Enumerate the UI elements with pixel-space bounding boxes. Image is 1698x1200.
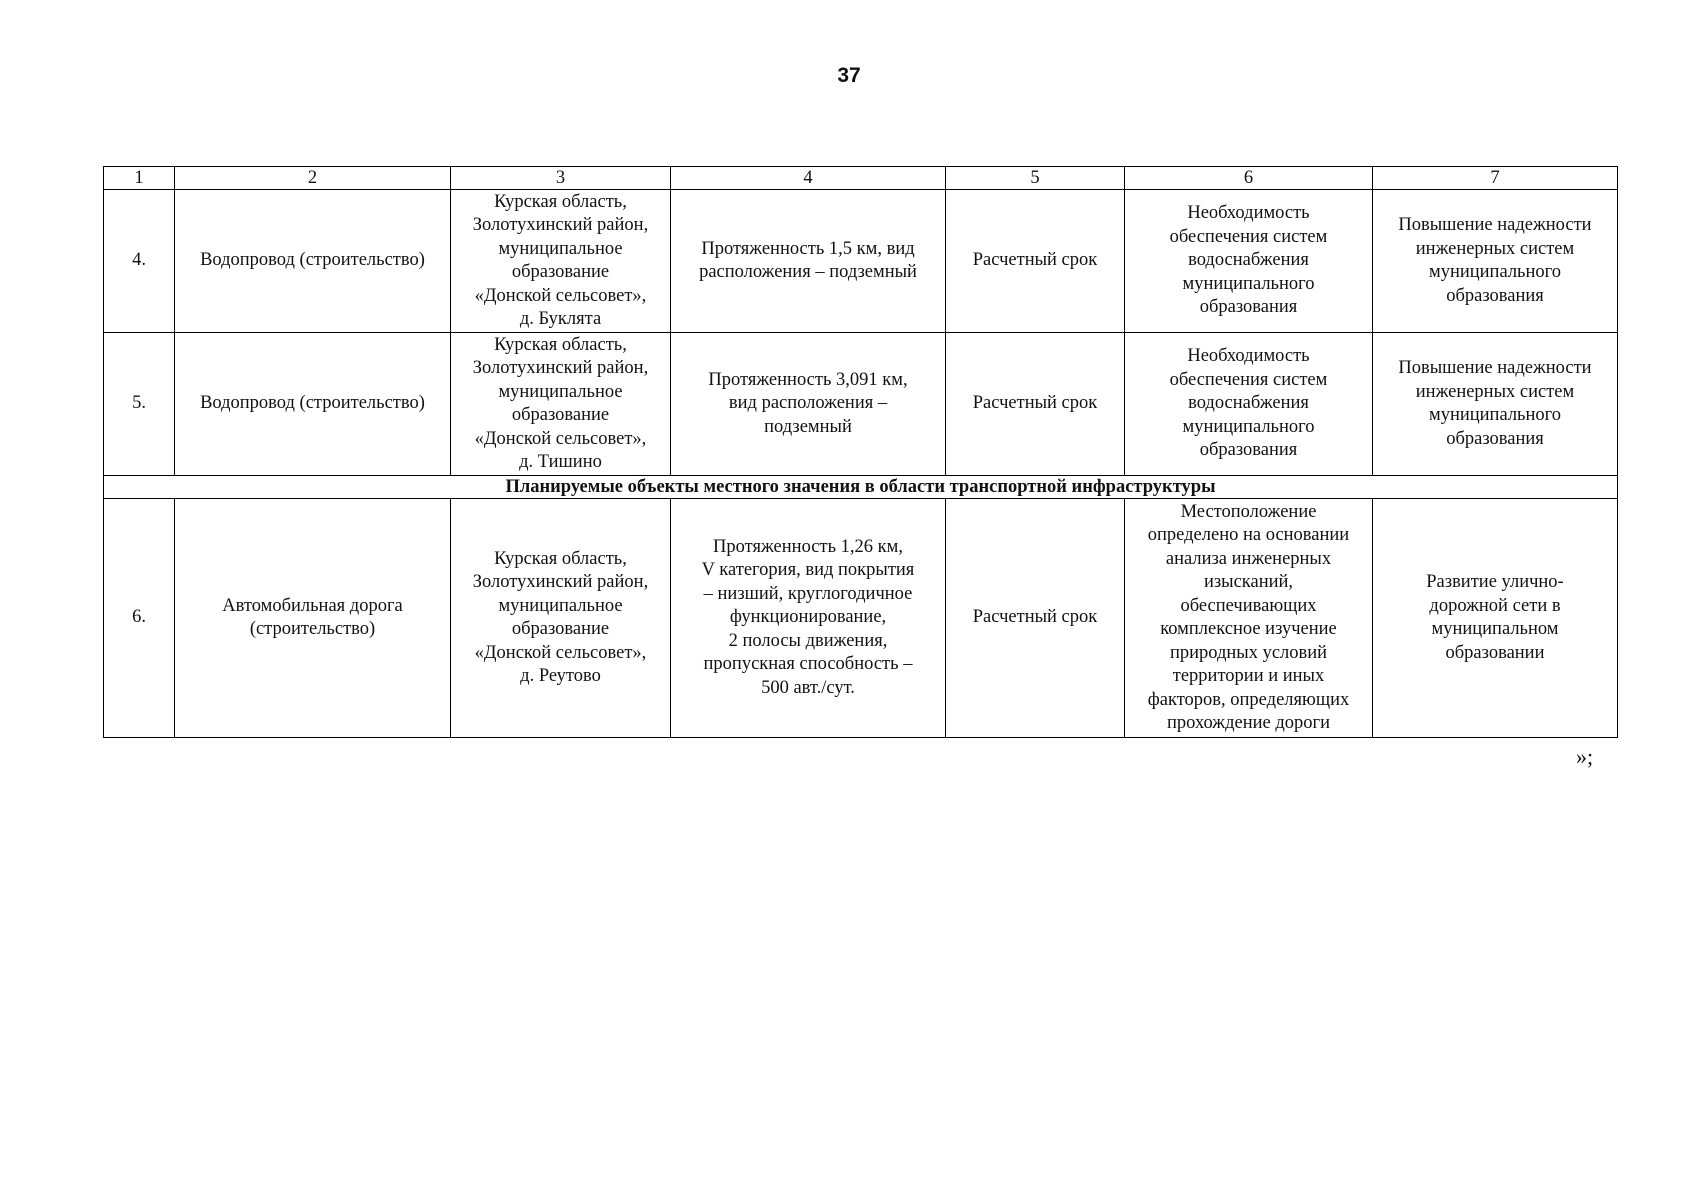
- object-name: Водопровод (строительство): [175, 190, 451, 333]
- section-title: Планируемые объекты местного значения в области транспортной инфраструктуры: [104, 476, 1618, 499]
- row-number: 5.: [104, 333, 175, 476]
- header-cell-4: 4: [671, 167, 946, 190]
- object-rationale: Необходимость обеспечения систем водоснабжения муниципального образования: [1125, 333, 1373, 476]
- object-location: Курская область, Золотухинский район, муниципальное образование «Донской сельсовет», д. Буклята: [451, 190, 671, 333]
- object-purpose: Повышение надежности инженерных систем муниципального образования: [1373, 333, 1618, 476]
- header-cell-3: 3: [451, 167, 671, 190]
- objects-table: [103, 166, 1618, 738]
- header-cell-2: 2: [175, 167, 451, 190]
- object-characteristics: Протяженность 1,5 км, вид расположения – подземный: [671, 190, 946, 333]
- object-characteristics: Протяженность 3,091 км, вид расположения – подземный: [671, 333, 946, 476]
- table-row: [104, 333, 1618, 476]
- object-characteristics: Протяженность 1,26 км, V категория, вид покрытия – низший, круглогодичное функционирование, 2 полосы движения, пропускная способность – 500 авт./сут.: [671, 499, 946, 738]
- row-number: 4.: [104, 190, 175, 333]
- object-rationale: Необходимость обеспечения систем водоснабжения муниципального образования: [1125, 190, 1373, 333]
- table-header-row: [104, 167, 1618, 190]
- object-purpose: Развитие улично- дорожной сети в муниципальном образовании: [1373, 499, 1618, 738]
- header-cell-7: 7: [1373, 167, 1618, 190]
- object-term: Расчетный срок: [946, 333, 1125, 476]
- header-cell-5: 5: [946, 167, 1125, 190]
- table-row: [104, 190, 1618, 333]
- object-rationale: Местоположение определено на основании анализа инженерных изысканий, обеспечивающих комплексное изучение природных условий территории и иных факторов, определяющих прохождение дороги: [1125, 499, 1373, 738]
- closing-quote-mark: »;: [1576, 744, 1594, 769]
- table-row: [104, 499, 1618, 738]
- object-term: Расчетный срок: [946, 190, 1125, 333]
- object-name: Водопровод (строительство): [175, 333, 451, 476]
- object-name: Автомобильная дорога (строительство): [175, 499, 451, 738]
- header-cell-1: 1: [104, 167, 175, 190]
- row-number: 6.: [104, 499, 175, 738]
- header-cell-6: 6: [1125, 167, 1373, 190]
- object-term: Расчетный срок: [946, 499, 1125, 738]
- page-number: 37: [837, 64, 861, 87]
- object-location: Курская область, Золотухинский район, муниципальное образование «Донской сельсовет», д. Реутово: [451, 499, 671, 738]
- object-location: Курская область, Золотухинский район, муниципальное образование «Донской сельсовет», д. Тишино: [451, 333, 671, 476]
- object-purpose: Повышение надежности инженерных систем муниципального образования: [1373, 190, 1618, 333]
- section-heading-row: [104, 476, 1618, 499]
